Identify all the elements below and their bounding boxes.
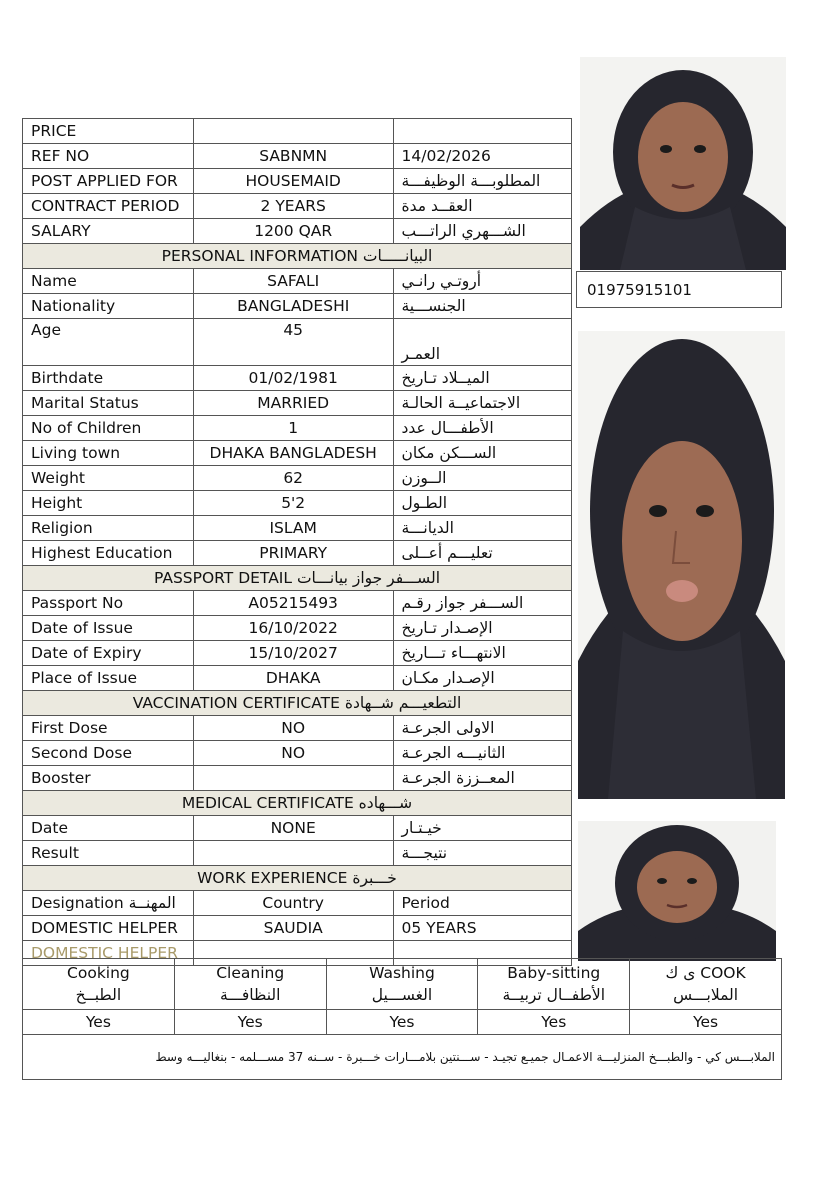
designation-header: Designation المهنــة: [23, 891, 194, 916]
contract-arabic: العقــد مدة: [393, 194, 572, 219]
nationality-label: Nationality: [23, 294, 194, 319]
post-arabic: المطلوبـــة الوظيفـــة: [393, 169, 572, 194]
skill-value: Yes: [478, 1010, 630, 1035]
work-country: SAUDIA: [193, 916, 393, 941]
skills-values-row: [23, 1010, 782, 1035]
contract-value: 2 YEARS: [193, 194, 393, 219]
religion-value: ISLAM: [193, 516, 393, 541]
marital-label: Marital Status: [23, 391, 194, 416]
weight-label: Weight: [23, 466, 194, 491]
skill-ar: الملابـــس: [673, 986, 739, 1004]
medical-date-arabic: خيـتـار: [393, 816, 572, 841]
passport-no-label: Passport No: [23, 591, 194, 616]
height-row: [23, 491, 572, 516]
skill-value: Yes: [630, 1010, 782, 1035]
education-value: PRIMARY: [193, 541, 393, 566]
summary-note-row: [23, 1035, 782, 1080]
medical-result-label: Result: [23, 841, 194, 866]
name-value: SAFALI: [193, 269, 393, 294]
work-row: [23, 916, 572, 941]
skill-ar: الغســـيل: [371, 986, 433, 1004]
work-designation: DOMESTIC HELPER: [23, 941, 194, 966]
ref-no-row: [23, 144, 572, 169]
booster-arabic: المعــززة الجرعـة: [393, 766, 572, 791]
personal-section-header: [23, 244, 572, 269]
place-of-issue-row: [23, 666, 572, 691]
passport-no-value: A05215493: [193, 591, 393, 616]
country-header: Country: [193, 891, 393, 916]
price-label: PRICE: [23, 119, 194, 144]
living-label: Living town: [23, 441, 194, 466]
name-label: Name: [23, 269, 194, 294]
salary-value: 1200 QAR: [193, 219, 393, 244]
medical-date-row: [23, 816, 572, 841]
marital-arabic: الاجتماعيــة الحالـة: [393, 391, 572, 416]
booster-label: Booster: [23, 766, 194, 791]
contract-row: [23, 194, 572, 219]
medical-date-value: NONE: [193, 816, 393, 841]
age-value: 45: [193, 319, 393, 366]
skill-ar: النظافـــة: [219, 986, 281, 1004]
salary-row: [23, 219, 572, 244]
passport-no-arabic: الســـفر جواز رقـم: [393, 591, 572, 616]
post-row: [23, 169, 572, 194]
second-dose-arabic: الثانيـــه الجرعـة: [393, 741, 572, 766]
first-dose-value: NO: [193, 716, 393, 741]
cv-form-table: [22, 118, 572, 966]
ref-no-label: REF NO: [23, 144, 194, 169]
skill-cell: [23, 959, 175, 1010]
medical-section-title: MEDICAL CERTIFICATE شـــهاده: [23, 791, 572, 816]
skills-table: [22, 958, 782, 1080]
skills-header-row: [23, 959, 782, 1010]
education-label: Highest Education: [23, 541, 194, 566]
skill-value: Yes: [23, 1010, 175, 1035]
salary-arabic: الشـــهري الراتـــب: [393, 219, 572, 244]
work-section-title: WORK EXPERIENCE خـــبرة: [23, 866, 572, 891]
education-row: [23, 541, 572, 566]
skill-en: Washing: [369, 964, 435, 982]
summary-note: الملابـــس كي - والطبـــخ المنزليـــة الاعمـال جميـع تجيـد - ســـنتين بلامـــارات خـــبرة - ســنه 37 مســـلمه - بنغاليـــه وسط: [23, 1035, 782, 1080]
marital-row: [23, 391, 572, 416]
second-dose-row: [23, 741, 572, 766]
living-value: DHAKA BANGLADESH: [193, 441, 393, 466]
age-label: Age: [23, 319, 194, 366]
skill-en: Baby-sitting: [507, 964, 601, 982]
first-dose-row: [23, 716, 572, 741]
first-dose-arabic: الاولى الجرعـة: [393, 716, 572, 741]
skill-en: Cooking: [67, 964, 130, 982]
name-arabic: أروتـي رانـي: [393, 269, 572, 294]
skill-cell: [630, 959, 782, 1010]
living-arabic: الســـكن مكان: [393, 441, 572, 466]
photo-small-top: [580, 57, 786, 270]
work-header-row: [23, 891, 572, 916]
passport-section-title: PASSPORT DETAIL الســـفر جواز بيانـــات: [23, 566, 572, 591]
children-value: 1: [193, 416, 393, 441]
marital-value: MARRIED: [193, 391, 393, 416]
skill-value: Yes: [326, 1010, 478, 1035]
living-row: [23, 441, 572, 466]
work-designation: DOMESTIC HELPER: [23, 916, 194, 941]
birthdate-label: Birthdate: [23, 366, 194, 391]
expiry-row: [23, 641, 572, 666]
post-label: POST APPLIED FOR: [23, 169, 194, 194]
issue-date-label: Date of Issue: [23, 616, 194, 641]
skill-value: Yes: [174, 1010, 326, 1035]
weight-value: 62: [193, 466, 393, 491]
issue-date-value: 16/10/2022: [193, 616, 393, 641]
first-dose-label: First Dose: [23, 716, 194, 741]
post-value: HOUSEMAID: [193, 169, 393, 194]
issue-date-row: [23, 616, 572, 641]
issue-date-arabic: الإصـدار تـاريخ: [393, 616, 572, 641]
booster-value: [193, 766, 393, 791]
height-arabic: الطـول: [393, 491, 572, 516]
name-row: [23, 269, 572, 294]
expiry-arabic: الانتهـــاء تـــاريخ: [393, 641, 572, 666]
religion-arabic: الديانـــة: [393, 516, 572, 541]
photo-large-middle: [578, 331, 785, 799]
religion-label: Religion: [23, 516, 194, 541]
birthdate-row: [23, 366, 572, 391]
weight-row: [23, 466, 572, 491]
vaccination-section-header: [23, 691, 572, 716]
education-arabic: تعليـــم أعــلى: [393, 541, 572, 566]
skill-en: ى ك COOK: [665, 964, 746, 982]
period-header: Period: [393, 891, 572, 916]
medical-result-value: [193, 841, 393, 866]
skill-en: Cleaning: [216, 964, 285, 982]
children-row: [23, 416, 572, 441]
skill-cell: [478, 959, 630, 1010]
place-of-issue-label: Place of Issue: [23, 666, 194, 691]
expiry-label: Date of Expiry: [23, 641, 194, 666]
work-section-header: [23, 866, 572, 891]
skill-cell: [326, 959, 478, 1010]
second-dose-value: NO: [193, 741, 393, 766]
skill-ar: الطبــخ: [75, 986, 122, 1004]
personal-section-title: PERSONAL INFORMATION البيانـــــات: [23, 244, 572, 269]
skill-cell: [174, 959, 326, 1010]
birthdate-arabic: الميــلاد تـاريخ: [393, 366, 572, 391]
medical-result-row: [23, 841, 572, 866]
person-photo-icon: [578, 821, 776, 961]
person-photo-icon: [580, 57, 786, 270]
passport-no-row: [23, 591, 572, 616]
age-arabic: العمـر: [393, 319, 572, 366]
children-arabic: الأطفـــال عدد: [393, 416, 572, 441]
ref-no-value: SABNMN: [193, 144, 393, 169]
price-row: [23, 119, 572, 144]
religion-row: [23, 516, 572, 541]
place-of-issue-arabic: الإصـدار مكـان: [393, 666, 572, 691]
salary-label: SALARY: [23, 219, 194, 244]
age-row: [23, 319, 572, 366]
skill-ar: الأطفــال تربيــة: [502, 986, 606, 1004]
vaccination-section-title: VACCINATION CERTIFICATE التطعيـــم شــهادة: [23, 691, 572, 716]
person-photo-icon: [578, 331, 785, 799]
second-dose-label: Second Dose: [23, 741, 194, 766]
passport-section-header: [23, 566, 572, 591]
medical-date-label: Date: [23, 816, 194, 841]
medical-section-header: [23, 791, 572, 816]
height-label: Height: [23, 491, 194, 516]
booster-row: [23, 766, 572, 791]
height-value: 5'2: [193, 491, 393, 516]
contract-label: CONTRACT PERIOD: [23, 194, 194, 219]
birthdate-value: 01/02/1981: [193, 366, 393, 391]
medical-result-arabic: نتيجـــة: [393, 841, 572, 866]
price-value: [193, 119, 393, 144]
price-extra: [393, 119, 572, 144]
work-period: 05 YEARS: [393, 916, 572, 941]
children-label: No of Children: [23, 416, 194, 441]
nationality-value: BANGLADESHI: [193, 294, 393, 319]
weight-arabic: الــوزن: [393, 466, 572, 491]
expiry-value: 15/10/2027: [193, 641, 393, 666]
nationality-row: [23, 294, 572, 319]
phone-number: 01975915101: [576, 271, 782, 308]
nationality-arabic: الجنســـية: [393, 294, 572, 319]
photo-small-bottom: [578, 821, 776, 961]
ref-date: 14/02/2026: [393, 144, 572, 169]
place-of-issue-value: DHAKA: [193, 666, 393, 691]
